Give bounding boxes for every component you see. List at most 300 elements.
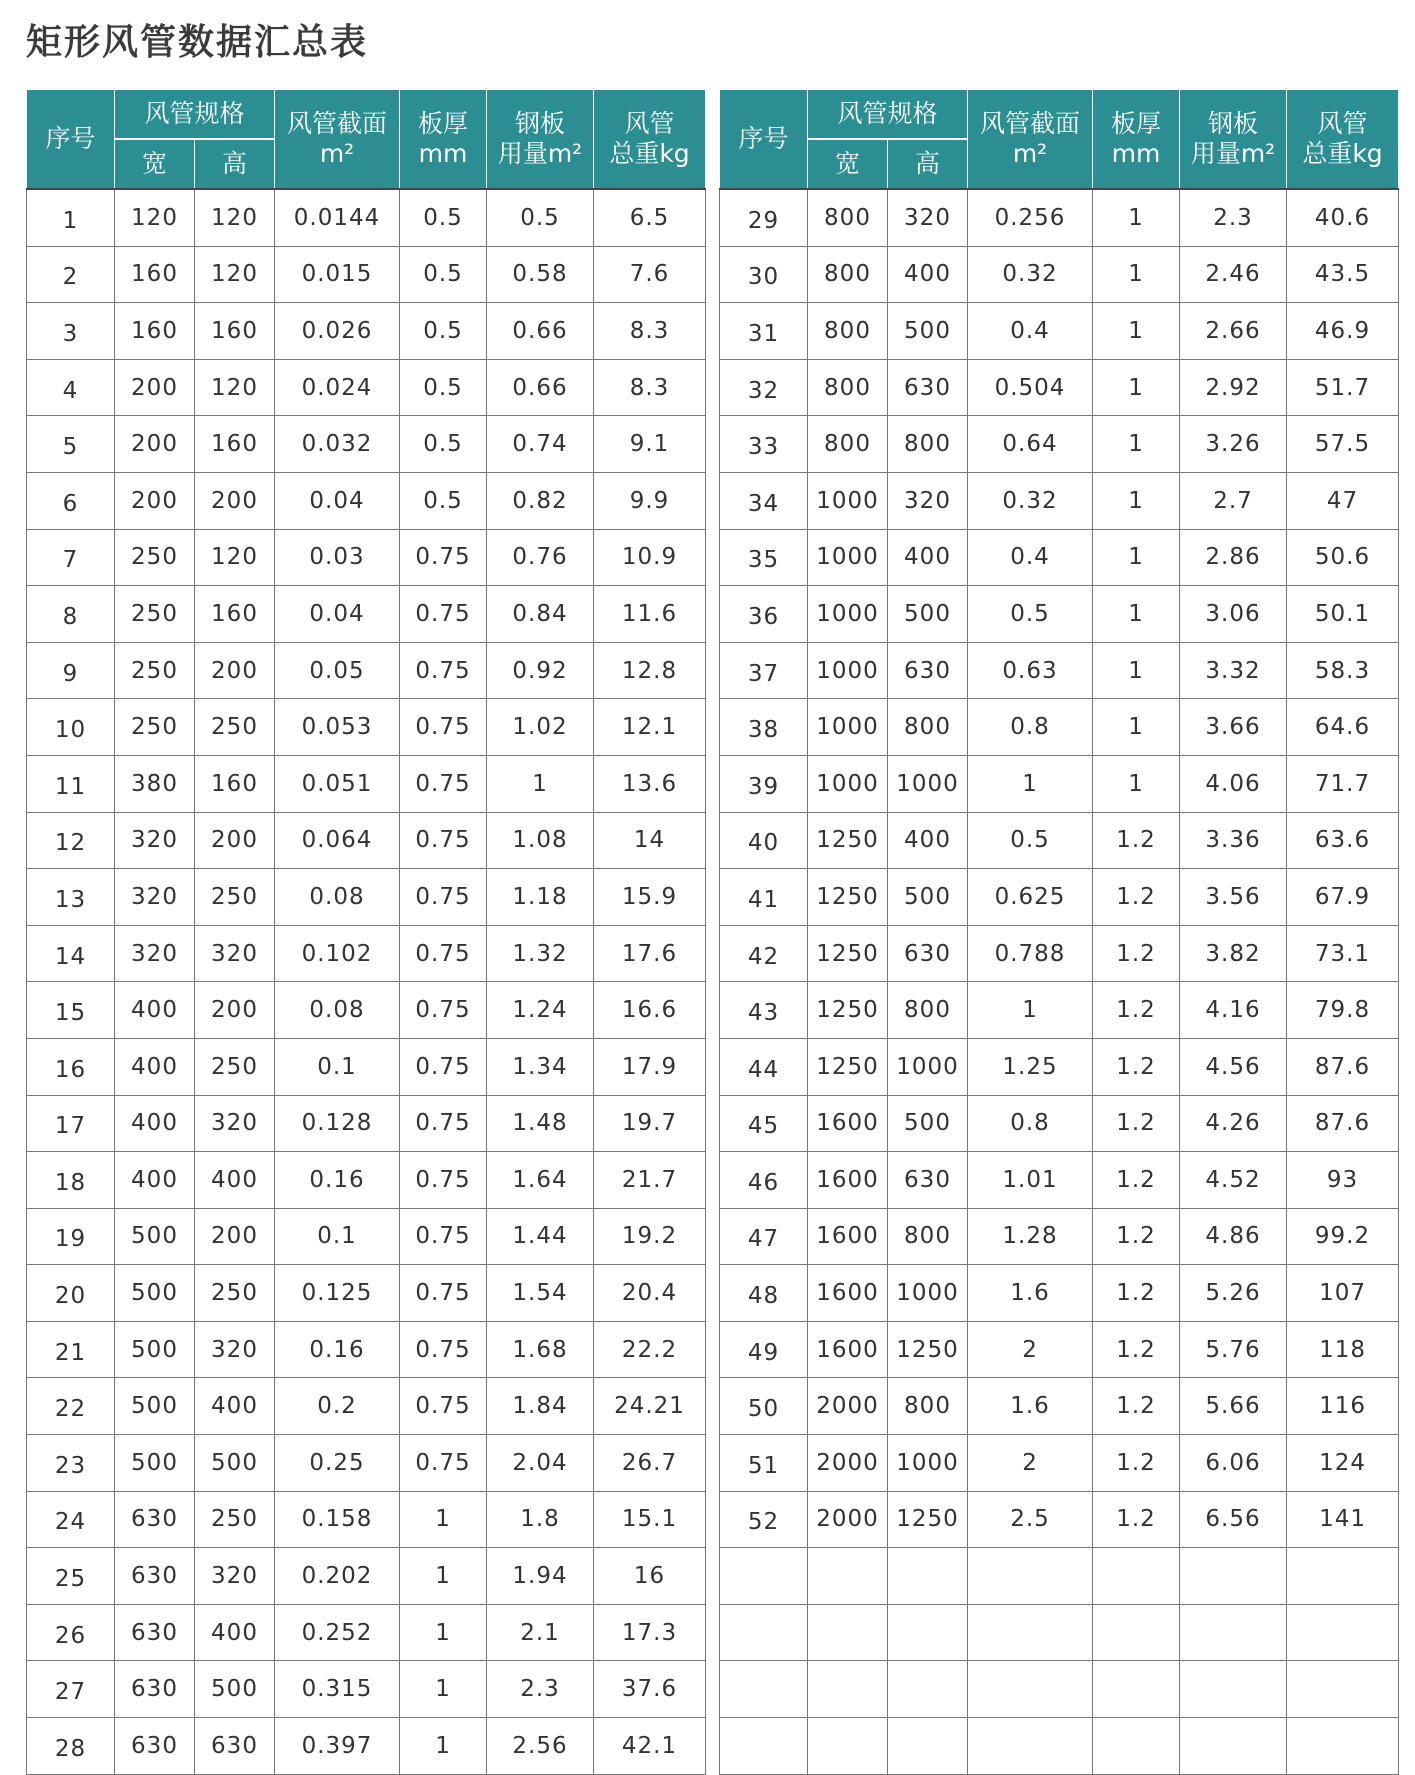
row-index: 37 [720,642,808,699]
section-area: 0.024 [275,359,400,416]
row-index: 16 [27,1038,115,1095]
total-weight: 16 [594,1548,706,1605]
steel-usage [1180,1548,1287,1605]
section-area: 0.625 [968,869,1093,926]
section-area: 0.63 [968,642,1093,699]
duct-height: 320 [888,472,968,529]
duct-width: 1600 [808,1321,888,1378]
row-index: 7 [27,529,115,586]
duct-height [888,1548,968,1605]
row-index: 30 [720,246,808,303]
duct-width: 500 [115,1321,195,1378]
row-index: 11 [27,755,115,812]
row-index: 4 [27,359,115,416]
row-index: 10 [27,699,115,756]
plate-thickness: 0.5 [400,359,487,416]
row-index: 13 [27,869,115,926]
duct-height: 320 [888,189,968,246]
header-thickness: 板厚 mm [400,90,487,190]
row-index: 34 [720,472,808,529]
table-row [720,699,1399,756]
plate-thickness: 0.75 [400,1095,487,1152]
header-spec: 风管规格 [115,90,275,140]
steel-usage: 6.56 [1180,1491,1287,1548]
row-index: 6 [27,472,115,529]
table-row [27,755,706,812]
duct-height: 630 [888,925,968,982]
total-weight: 17.9 [594,1038,706,1095]
steel-usage: 1.18 [487,869,594,926]
duct-height [888,1661,968,1718]
steel-usage [1180,1718,1287,1775]
steel-usage: 1.48 [487,1095,594,1152]
total-weight: 37.6 [594,1661,706,1718]
duct-width: 630 [115,1718,195,1775]
total-weight: 118 [1287,1321,1399,1378]
plate-thickness: 1 [400,1548,487,1605]
header-steel: 钢板 用量m² [1180,90,1287,190]
duct-table-right [719,89,1399,1775]
duct-width: 1600 [808,1152,888,1209]
row-index: 31 [720,303,808,360]
section-area: 0.102 [275,925,400,982]
section-area: 0.16 [275,1321,400,1378]
table-row [720,416,1399,473]
steel-usage: 0.82 [487,472,594,529]
section-area: 0.032 [275,416,400,473]
section-area: 2 [968,1435,1093,1492]
plate-thickness [1093,1718,1180,1775]
duct-width: 320 [115,925,195,982]
row-index: 3 [27,303,115,360]
plate-thickness: 0.75 [400,1265,487,1322]
section-area: 0.064 [275,812,400,869]
section-area: 0.315 [275,1661,400,1718]
duct-width: 200 [115,472,195,529]
section-area [968,1718,1093,1775]
total-weight: 124 [1287,1435,1399,1492]
table-row [720,642,1399,699]
duct-height: 800 [888,699,968,756]
steel-usage: 2.1 [487,1604,594,1661]
table-row [27,303,706,360]
duct-width: 200 [115,359,195,416]
steel-usage: 5.76 [1180,1321,1287,1378]
steel-usage: 1.54 [487,1265,594,1322]
duct-height: 200 [195,1208,275,1265]
steel-usage: 3.66 [1180,699,1287,756]
duct-height: 200 [195,472,275,529]
duct-height: 1000 [888,1265,968,1322]
duct-width: 400 [115,1095,195,1152]
row-index: 41 [720,869,808,926]
table-row [27,699,706,756]
total-weight: 8.3 [594,359,706,416]
row-index: 50 [720,1378,808,1435]
section-area: 0.202 [275,1548,400,1605]
section-area: 0.252 [275,1604,400,1661]
total-weight: 67.9 [1287,869,1399,926]
total-weight: 8.3 [594,303,706,360]
duct-height: 120 [195,246,275,303]
total-weight: 57.5 [1287,416,1399,473]
row-index: 39 [720,755,808,812]
steel-usage: 2.7 [1180,472,1287,529]
plate-thickness: 1.2 [1093,982,1180,1039]
duct-height: 500 [888,303,968,360]
plate-thickness: 0.75 [400,586,487,643]
plate-thickness: 1 [1093,529,1180,586]
table-row [720,982,1399,1039]
duct-height: 160 [195,303,275,360]
table-row [27,982,706,1039]
steel-usage: 0.76 [487,529,594,586]
section-area: 0.788 [968,925,1093,982]
section-area: 0.08 [275,869,400,926]
row-index: 14 [27,925,115,982]
row-index: 22 [27,1378,115,1435]
total-weight: 50.6 [1287,529,1399,586]
duct-width: 160 [115,303,195,360]
page-title: 矩形风管数据汇总表 [26,22,369,63]
steel-usage: 0.58 [487,246,594,303]
total-weight [1287,1548,1399,1605]
section-area: 0.8 [968,1095,1093,1152]
table-row [720,189,1399,246]
section-area: 1.6 [968,1265,1093,1322]
row-index: 12 [27,812,115,869]
steel-usage: 0.92 [487,642,594,699]
table-row [27,472,706,529]
plate-thickness: 1.2 [1093,1265,1180,1322]
table-row [720,303,1399,360]
total-weight: 12.1 [594,699,706,756]
table-row [720,1435,1399,1492]
header-weight: 风管 总重kg [594,90,706,190]
plate-thickness: 0.75 [400,755,487,812]
duct-width: 800 [808,303,888,360]
total-weight: 11.6 [594,586,706,643]
section-area: 0.125 [275,1265,400,1322]
duct-width: 800 [808,359,888,416]
plate-thickness: 1.2 [1093,1208,1180,1265]
plate-thickness: 0.75 [400,1208,487,1265]
steel-usage: 2.46 [1180,246,1287,303]
table-row [720,1152,1399,1209]
duct-height: 160 [195,416,275,473]
steel-usage: 0.84 [487,586,594,643]
plate-thickness: 1 [1093,586,1180,643]
plate-thickness [1093,1548,1180,1605]
header-section: 风管截面 m² [275,90,400,190]
table-row [720,472,1399,529]
duct-height: 320 [195,1548,275,1605]
steel-usage: 3.26 [1180,416,1287,473]
section-area: 0.5 [968,812,1093,869]
total-weight: 16.6 [594,982,706,1039]
duct-height: 320 [195,925,275,982]
row-index: 48 [720,1265,808,1322]
total-weight: 26.7 [594,1435,706,1492]
section-area: 0.16 [275,1152,400,1209]
section-area [968,1661,1093,1718]
duct-width: 1250 [808,982,888,1039]
table-row [720,529,1399,586]
row-index: 45 [720,1095,808,1152]
table-row [27,1378,706,1435]
duct-width: 1000 [808,586,888,643]
plate-thickness: 0.75 [400,812,487,869]
header-weight: 风管 总重kg [1287,90,1399,190]
duct-width: 1600 [808,1208,888,1265]
duct-width: 630 [115,1604,195,1661]
total-weight: 19.2 [594,1208,706,1265]
plate-thickness: 1.2 [1093,925,1180,982]
table-row [27,812,706,869]
section-area: 0.128 [275,1095,400,1152]
plate-thickness: 0.75 [400,1321,487,1378]
steel-usage: 0.66 [487,303,594,360]
duct-width: 1000 [808,699,888,756]
table-row [27,1208,706,1265]
header-height: 高 [888,139,968,189]
total-weight: 107 [1287,1265,1399,1322]
table-row [720,1321,1399,1378]
plate-thickness: 0.75 [400,982,487,1039]
total-weight: 14 [594,812,706,869]
table-row [720,869,1399,926]
steel-usage: 4.16 [1180,982,1287,1039]
duct-width: 1600 [808,1265,888,1322]
duct-height: 250 [195,1038,275,1095]
duct-width: 1250 [808,925,888,982]
duct-height: 800 [888,982,968,1039]
duct-width: 1250 [808,1038,888,1095]
table-row [720,1038,1399,1095]
duct-height: 630 [195,1718,275,1775]
steel-usage: 2.66 [1180,303,1287,360]
total-weight: 20.4 [594,1265,706,1322]
section-area: 0.026 [275,303,400,360]
total-weight: 12.8 [594,642,706,699]
plate-thickness: 0.5 [400,416,487,473]
table-row [27,189,706,246]
plate-thickness: 1 [1093,755,1180,812]
plate-thickness: 0.75 [400,1038,487,1095]
total-weight: 13.6 [594,755,706,812]
plate-thickness: 1 [400,1491,487,1548]
plate-thickness [1093,1604,1180,1661]
steel-usage: 3.36 [1180,812,1287,869]
duct-width: 500 [115,1265,195,1322]
duct-height: 250 [195,1491,275,1548]
section-area: 0.1 [275,1208,400,1265]
row-index: 19 [27,1208,115,1265]
duct-height: 400 [195,1604,275,1661]
section-area: 0.053 [275,699,400,756]
total-weight: 10.9 [594,529,706,586]
table-row [27,1548,706,1605]
section-area: 0.04 [275,472,400,529]
section-area: 0.04 [275,586,400,643]
plate-thickness: 1.2 [1093,869,1180,926]
header-steel: 钢板 用量m² [487,90,594,190]
total-weight [1287,1661,1399,1718]
row-index [720,1548,808,1605]
total-weight: 15.9 [594,869,706,926]
duct-height: 120 [195,359,275,416]
duct-height: 500 [888,869,968,926]
duct-width: 120 [115,189,195,246]
duct-height: 160 [195,755,275,812]
duct-height: 320 [195,1321,275,1378]
row-index: 8 [27,586,115,643]
total-weight: 21.7 [594,1152,706,1209]
duct-height: 200 [195,812,275,869]
total-weight: 99.2 [1287,1208,1399,1265]
row-index: 38 [720,699,808,756]
total-weight: 79.8 [1287,982,1399,1039]
total-weight: 116 [1287,1378,1399,1435]
plate-thickness: 0.5 [400,189,487,246]
duct-height: 320 [195,1095,275,1152]
header-section: 风管截面 m² [968,90,1093,190]
plate-thickness: 1 [1093,189,1180,246]
section-area: 0.2 [275,1378,400,1435]
table-row [27,925,706,982]
duct-height: 250 [195,869,275,926]
duct-width: 1250 [808,812,888,869]
table-row [720,1548,1399,1605]
total-weight: 40.6 [1287,189,1399,246]
total-weight: 87.6 [1287,1095,1399,1152]
table-row [720,1265,1399,1322]
steel-usage: 2.86 [1180,529,1287,586]
row-index: 17 [27,1095,115,1152]
duct-width: 400 [115,982,195,1039]
steel-usage: 0.66 [487,359,594,416]
row-index: 23 [27,1435,115,1492]
steel-usage: 2.3 [487,1661,594,1718]
duct-height: 160 [195,586,275,643]
duct-height: 800 [888,1378,968,1435]
header-width: 宽 [115,139,195,189]
duct-height: 500 [888,1095,968,1152]
section-area: 0.5 [968,586,1093,643]
row-index: 27 [27,1661,115,1718]
table-row [720,1718,1399,1775]
plate-thickness: 0.75 [400,1435,487,1492]
table-row [27,586,706,643]
table-row [27,1435,706,1492]
plate-thickness: 1.2 [1093,1435,1180,1492]
row-index: 43 [720,982,808,1039]
duct-height: 400 [888,812,968,869]
row-index [720,1604,808,1661]
row-index: 44 [720,1038,808,1095]
plate-thickness: 1.2 [1093,812,1180,869]
steel-usage: 3.82 [1180,925,1287,982]
header-spec: 风管规格 [808,90,968,140]
plate-thickness: 0.75 [400,1378,487,1435]
table-row [720,1378,1399,1435]
duct-height: 400 [195,1152,275,1209]
duct-height [888,1604,968,1661]
total-weight: 47 [1287,472,1399,529]
total-weight: 73.1 [1287,925,1399,982]
section-area: 0.1 [275,1038,400,1095]
total-weight: 93 [1287,1152,1399,1209]
plate-thickness: 1 [400,1718,487,1775]
total-weight: 51.7 [1287,359,1399,416]
plate-thickness: 0.75 [400,869,487,926]
total-weight: 15.1 [594,1491,706,1548]
duct-width: 1000 [808,642,888,699]
steel-usage: 4.56 [1180,1038,1287,1095]
duct-height: 630 [888,642,968,699]
total-weight: 6.5 [594,189,706,246]
section-area: 1.01 [968,1152,1093,1209]
row-index: 42 [720,925,808,982]
duct-width: 1000 [808,472,888,529]
row-index: 46 [720,1152,808,1209]
row-index: 26 [27,1604,115,1661]
total-weight: 64.6 [1287,699,1399,756]
row-index: 47 [720,1208,808,1265]
plate-thickness: 1 [400,1661,487,1718]
steel-usage: 5.66 [1180,1378,1287,1435]
steel-usage: 1.94 [487,1548,594,1605]
duct-width: 320 [115,812,195,869]
duct-height: 500 [888,586,968,643]
total-weight: 19.7 [594,1095,706,1152]
total-weight [1287,1718,1399,1775]
section-area: 1.6 [968,1378,1093,1435]
duct-width: 380 [115,755,195,812]
duct-width: 250 [115,586,195,643]
section-area: 0.8 [968,699,1093,756]
plate-thickness: 0.5 [400,472,487,529]
section-area: 0.158 [275,1491,400,1548]
table-row [27,1604,706,1661]
section-area: 0.397 [275,1718,400,1775]
section-area: 2 [968,1321,1093,1378]
steel-usage: 0.74 [487,416,594,473]
plate-thickness: 1.2 [1093,1321,1180,1378]
table-row [720,359,1399,416]
duct-width: 400 [115,1038,195,1095]
duct-width: 400 [115,1152,195,1209]
plate-thickness: 0.75 [400,699,487,756]
section-area: 1 [968,982,1093,1039]
table-row [720,586,1399,643]
section-area: 0.03 [275,529,400,586]
steel-usage: 0.5 [487,189,594,246]
steel-usage: 1.34 [487,1038,594,1095]
section-area: 0.0144 [275,189,400,246]
table-row [27,529,706,586]
row-index: 29 [720,189,808,246]
duct-width: 800 [808,246,888,303]
duct-width: 500 [115,1378,195,1435]
section-area: 0.256 [968,189,1093,246]
duct-height: 200 [195,642,275,699]
row-index: 5 [27,416,115,473]
plate-thickness: 0.75 [400,642,487,699]
row-index: 25 [27,1548,115,1605]
row-index [720,1718,808,1775]
header-thickness: 板厚 mm [1093,90,1180,190]
